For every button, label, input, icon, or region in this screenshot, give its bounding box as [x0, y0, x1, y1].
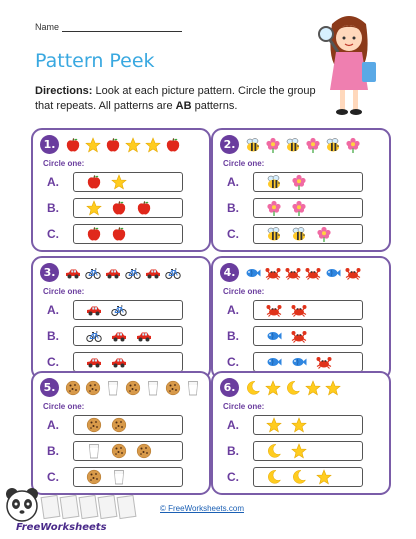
crab-icon — [305, 265, 321, 281]
circle-one-label: Circle one: — [223, 287, 265, 296]
fish-icon — [291, 354, 307, 370]
fish-icon — [325, 265, 341, 281]
flower-icon — [291, 200, 307, 216]
problem-header — [220, 135, 361, 154]
apple-icon — [105, 137, 121, 153]
footer-url[interactable]: © FreeWorksheets.com — [160, 504, 244, 513]
circle-one-label: Circle one: — [223, 402, 265, 411]
milk-icon — [86, 443, 102, 459]
problem-card-4 — [211, 256, 391, 380]
option-letter: C. — [47, 470, 59, 484]
problem-number: 3. — [40, 263, 59, 282]
apple-icon — [111, 200, 127, 216]
answer-option[interactable] — [47, 467, 183, 487]
problem-card-1 — [31, 128, 211, 252]
option-box[interactable] — [73, 441, 183, 461]
problem-header — [40, 263, 181, 282]
option-box[interactable] — [73, 415, 183, 435]
pattern-sequence — [65, 265, 181, 281]
car-icon — [111, 328, 127, 344]
problem-card-6 — [211, 371, 391, 495]
bee-icon — [245, 137, 261, 153]
crab-icon — [345, 265, 361, 281]
flower-icon — [265, 137, 281, 153]
option-box[interactable] — [253, 198, 363, 218]
answer-option[interactable] — [227, 326, 363, 346]
freeworksheets-logo — [2, 486, 142, 538]
option-letter: C. — [227, 470, 239, 484]
option-letter: A. — [47, 418, 59, 432]
option-box[interactable] — [73, 300, 183, 320]
flower-icon — [316, 226, 332, 242]
bee-icon — [266, 226, 282, 242]
circle-one-label: Circle one: — [43, 159, 85, 168]
answer-option[interactable] — [227, 441, 363, 461]
option-box[interactable] — [73, 326, 183, 346]
problem-number: 1. — [40, 135, 59, 154]
bicycle-icon — [125, 265, 141, 281]
option-letter: B. — [47, 201, 59, 215]
option-box[interactable] — [253, 352, 363, 372]
option-box[interactable] — [253, 224, 363, 244]
option-box[interactable] — [253, 441, 363, 461]
pattern-sequence — [65, 137, 181, 153]
crab-icon — [316, 354, 332, 370]
cookie-icon — [86, 417, 102, 433]
option-letter: A. — [227, 418, 239, 432]
star-icon — [325, 380, 341, 396]
milk-icon — [111, 469, 127, 485]
star-icon — [111, 174, 127, 190]
name-line — [62, 23, 182, 32]
moon-icon — [285, 380, 301, 396]
answer-option[interactable] — [47, 326, 183, 346]
crab-icon — [266, 302, 282, 318]
cookie-icon — [111, 443, 127, 459]
answer-option[interactable] — [227, 415, 363, 435]
problem-card-5 — [31, 371, 211, 495]
name-field — [35, 22, 182, 32]
problem-number: 5. — [40, 378, 59, 397]
answer-option[interactable] — [47, 415, 183, 435]
star-icon — [86, 200, 102, 216]
milk-icon — [145, 380, 161, 396]
fish-icon — [245, 265, 261, 281]
option-letter: B. — [47, 444, 59, 458]
option-box[interactable] — [73, 172, 183, 192]
option-box[interactable] — [73, 352, 183, 372]
crab-icon — [265, 265, 281, 281]
bee-icon — [285, 137, 301, 153]
option-box[interactable] — [253, 415, 363, 435]
problem-card-3 — [31, 256, 211, 380]
problem-header — [220, 378, 341, 397]
directions — [35, 84, 335, 114]
option-letter: B. — [47, 329, 59, 343]
answer-option[interactable] — [227, 300, 363, 320]
answer-option[interactable] — [227, 224, 363, 244]
bicycle-icon — [111, 302, 127, 318]
cookie-icon — [86, 469, 102, 485]
option-box[interactable] — [253, 300, 363, 320]
star-icon — [145, 137, 161, 153]
pattern-sequence — [245, 265, 361, 281]
bee-icon — [291, 226, 307, 242]
car-icon — [86, 302, 102, 318]
car-icon — [65, 265, 81, 281]
option-box[interactable] — [73, 198, 183, 218]
car-icon — [136, 328, 152, 344]
answer-option[interactable] — [47, 198, 183, 218]
crab-icon — [285, 265, 301, 281]
option-letter: A. — [227, 175, 239, 189]
star-icon — [125, 137, 141, 153]
option-letter: A. — [47, 175, 59, 189]
fish-icon — [266, 328, 282, 344]
moon-icon — [266, 469, 282, 485]
option-letter: C. — [227, 355, 239, 369]
car-icon — [145, 265, 161, 281]
star-icon — [265, 380, 281, 396]
moon-icon — [245, 380, 261, 396]
answer-option[interactable] — [47, 224, 183, 244]
answer-option[interactable] — [47, 352, 183, 372]
pattern-sequence — [245, 380, 341, 396]
option-letter: B. — [227, 201, 239, 215]
option-letter: C. — [227, 227, 239, 241]
directions-label: Directions: — [35, 85, 93, 97]
apple-icon — [136, 200, 152, 216]
pattern-sequence — [245, 137, 361, 153]
bicycle-icon — [165, 265, 181, 281]
option-letter: B. — [227, 329, 239, 343]
directions-ab: AB — [175, 100, 192, 112]
bee-icon — [325, 137, 341, 153]
answer-option[interactable] — [47, 300, 183, 320]
circle-one-label: Circle one: — [43, 287, 85, 296]
option-box[interactable] — [73, 224, 183, 244]
cookie-icon — [136, 443, 152, 459]
answer-option[interactable] — [227, 467, 363, 487]
girl-with-magnifier-illustration — [318, 12, 380, 122]
star-icon — [291, 443, 307, 459]
option-box[interactable] — [253, 326, 363, 346]
answer-option[interactable] — [227, 198, 363, 218]
option-box[interactable] — [253, 467, 363, 487]
star-icon — [85, 137, 101, 153]
answer-option[interactable] — [227, 172, 363, 192]
crab-icon — [291, 302, 307, 318]
option-letter: C. — [47, 227, 59, 241]
car-icon — [111, 354, 127, 370]
worksheet-thumbnails — [42, 496, 135, 518]
option-letter: B. — [227, 444, 239, 458]
flower-icon — [345, 137, 361, 153]
circle-one-label: Circle one: — [223, 159, 265, 168]
logo-text: FreeWorksheets — [16, 522, 107, 533]
star-icon — [291, 417, 307, 433]
name-label: Name — [35, 22, 60, 32]
flower-icon — [305, 137, 321, 153]
apple-icon — [111, 226, 127, 242]
problem-header — [220, 263, 361, 282]
option-box[interactable] — [253, 172, 363, 192]
bee-icon — [266, 174, 282, 190]
cookie-icon — [85, 380, 101, 396]
directions-text-2: patterns. — [191, 100, 238, 112]
option-box[interactable] — [73, 467, 183, 487]
problem-number: 6. — [220, 378, 239, 397]
car-icon — [86, 354, 102, 370]
answer-option[interactable] — [47, 172, 183, 192]
flower-icon — [266, 200, 282, 216]
apple-icon — [165, 137, 181, 153]
answer-option[interactable] — [47, 441, 183, 461]
panda-icon — [4, 486, 40, 526]
problem-number: 2. — [220, 135, 239, 154]
bicycle-icon — [85, 265, 101, 281]
problem-header — [40, 135, 181, 154]
directions-text-1: Look at each picture pattern. Circle the group that repeats. All patterns are — [35, 85, 316, 112]
cookie-icon — [111, 417, 127, 433]
star-icon — [266, 417, 282, 433]
page-title: Pattern Peek — [35, 50, 155, 72]
flower-icon — [291, 174, 307, 190]
star-icon — [316, 469, 332, 485]
moon-icon — [266, 443, 282, 459]
milk-icon — [105, 380, 121, 396]
apple-icon — [65, 137, 81, 153]
car-icon — [105, 265, 121, 281]
pattern-sequence — [65, 380, 201, 396]
fish-icon — [266, 354, 282, 370]
answer-option[interactable] — [227, 352, 363, 372]
apple-icon — [86, 174, 102, 190]
milk-icon — [185, 380, 201, 396]
crab-icon — [291, 328, 307, 344]
moon-icon — [291, 469, 307, 485]
problem-number: 4. — [220, 263, 239, 282]
bicycle-icon — [86, 328, 102, 344]
apple-icon — [86, 226, 102, 242]
circle-one-label: Circle one: — [43, 402, 85, 411]
option-letter: C. — [47, 355, 59, 369]
cookie-icon — [65, 380, 81, 396]
problem-header — [40, 378, 201, 397]
cookie-icon — [125, 380, 141, 396]
star-icon — [305, 380, 321, 396]
cookie-icon — [165, 380, 181, 396]
problem-card-2 — [211, 128, 391, 252]
option-letter: A. — [47, 303, 59, 317]
option-letter: A. — [227, 303, 239, 317]
